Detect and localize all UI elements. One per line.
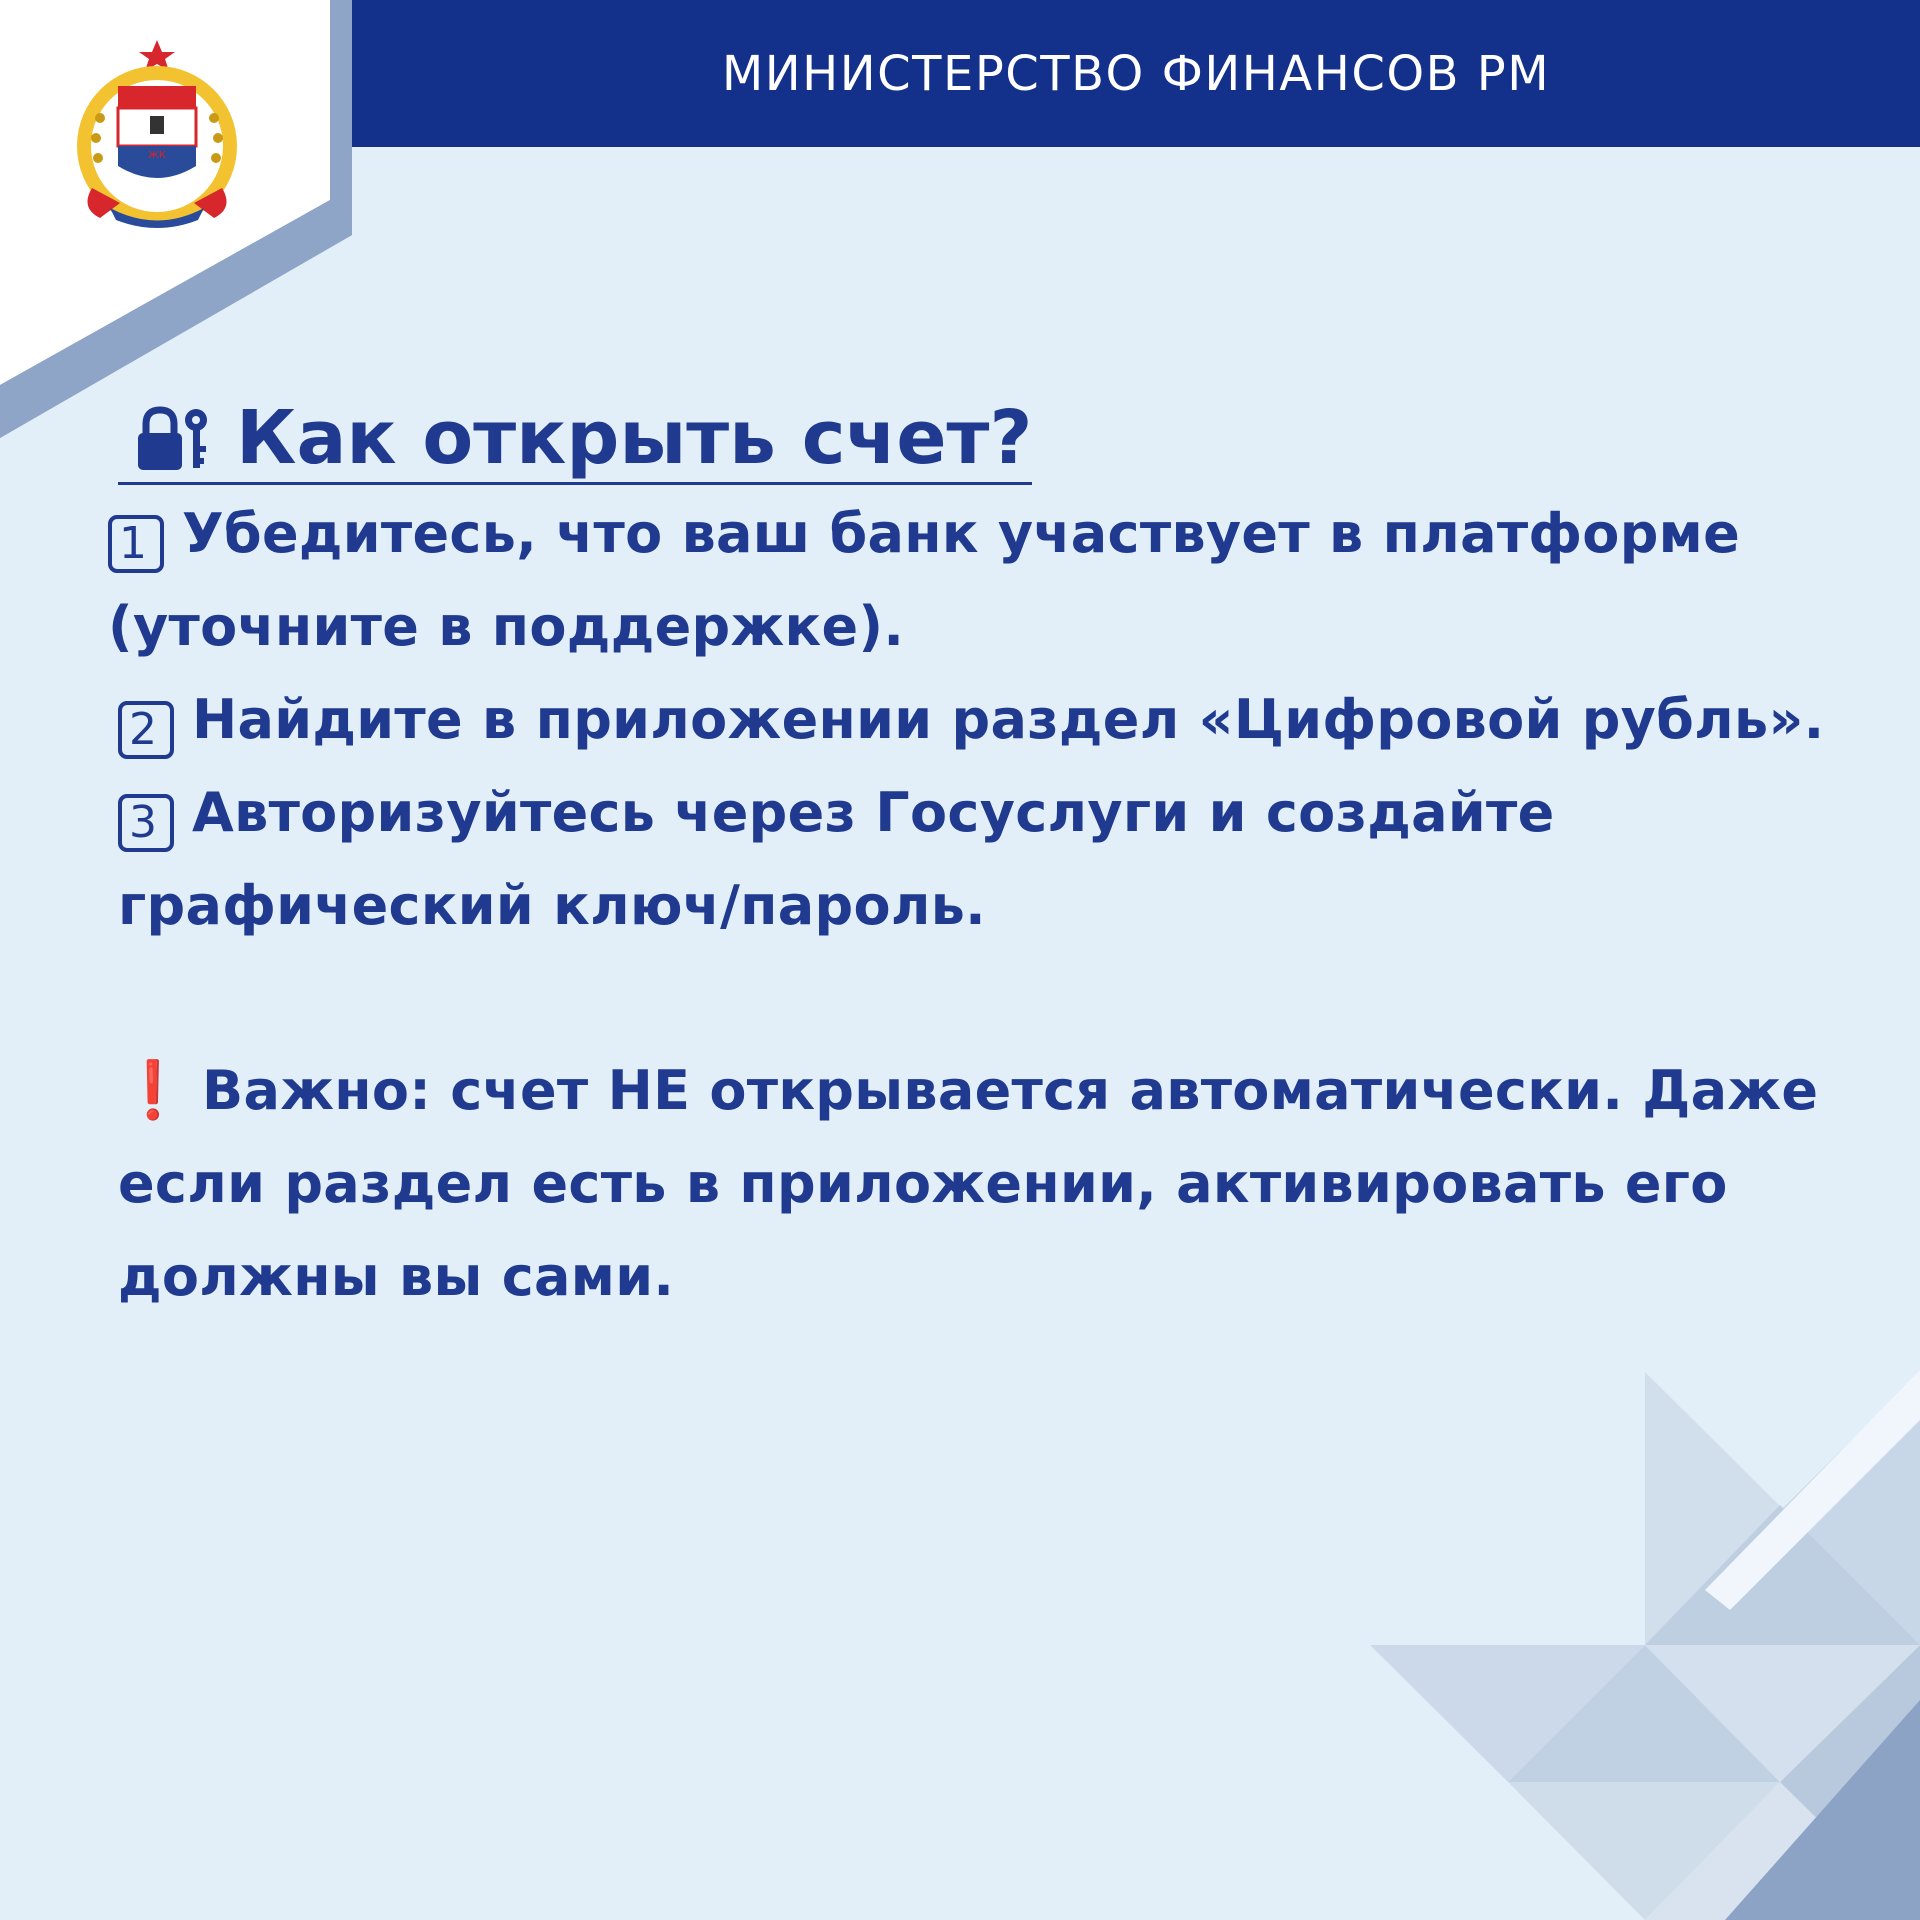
important-note <box>118 1044 1838 1323</box>
ministry-title: МИНИСТЕРСТВО ФИНАНСОВ РМ <box>721 45 1551 102</box>
step-text: Авторизуйтесь через Госуслуги и создайте графический ключ/пароль. <box>118 780 1555 937</box>
step-text: Убедитесь, что ваш банк участвует в платформе (уточните в поддержке). <box>108 501 1741 658</box>
coat-of-arms-icon <box>70 38 245 230</box>
section-title-text: Как открыть счет? <box>236 395 1033 481</box>
main-content <box>108 395 1838 1323</box>
svg-text:ЖК: ЖК <box>148 150 166 161</box>
exclamation-icon: ❗ <box>118 1057 189 1123</box>
lock-with-key-icon <box>136 406 210 472</box>
section-title <box>118 395 1033 485</box>
list-item <box>118 673 1838 766</box>
list-item <box>108 487 1838 673</box>
number-three-icon: 3 <box>118 794 174 852</box>
header-banner <box>352 0 1920 147</box>
number-one-icon: 1 <box>108 515 164 573</box>
step-text: Найдите в приложении раздел «Цифровой рубль». <box>192 687 1825 751</box>
important-text: Важно: счет НЕ открывается автоматически. Даже если раздел есть в приложении, активировать его должны вы сами. <box>118 1058 1819 1308</box>
list-item <box>118 766 1838 952</box>
number-two-icon: 2 <box>118 701 174 759</box>
